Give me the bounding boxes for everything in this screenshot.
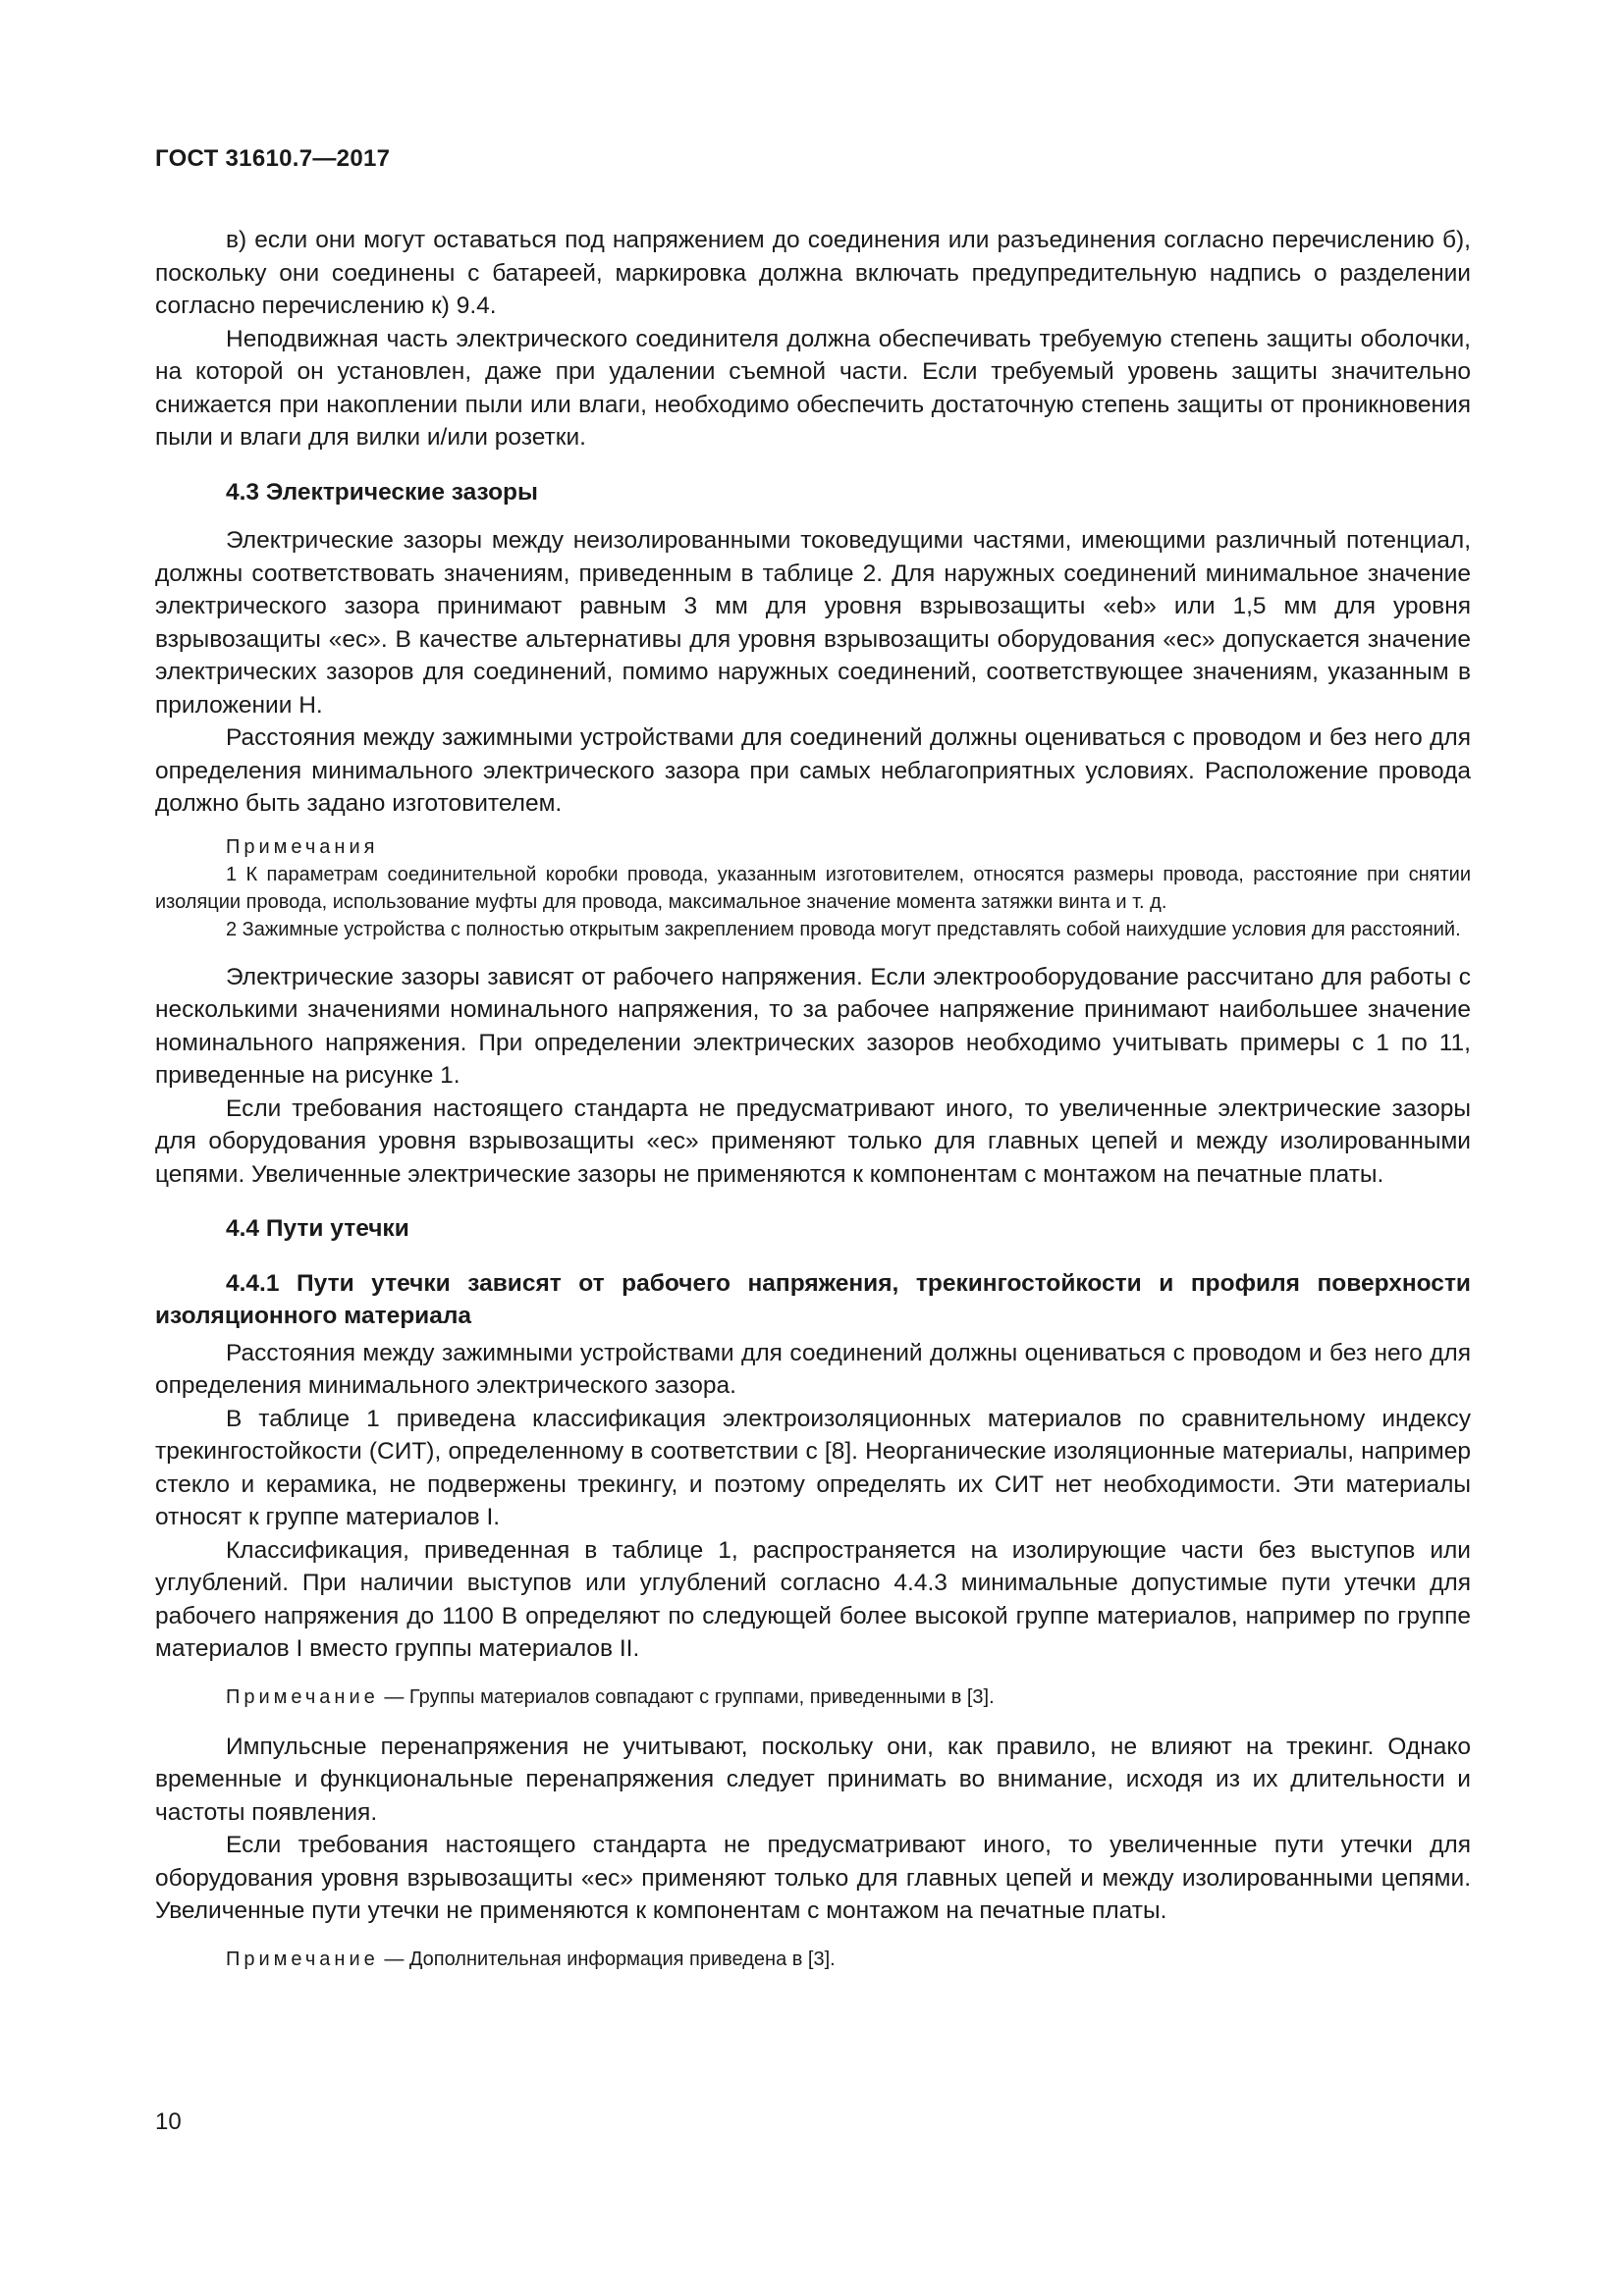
note-label: Примечание xyxy=(226,1685,379,1708)
section-4-4-1-heading: 4.4.1 Пути утечки зависят от рабочего напряжения, трекингостойкости и профиля поверхности изоляционного материала xyxy=(155,1269,1471,1329)
intro-paragraph-2: Неподвижная часть электрического соединителя должна обеспечивать требуемую степень защиты оболочки, на которой он установлен, даже при удалении съемной части. Если требуемый уровень защиты значительно снижается при накоплении пыли или влаги, необходимо обеспечить достаточную степень защиты от проникновения пыли и влаги для вилки и/или розетки. xyxy=(155,325,1471,451)
section-4-3-note-1: 1 К параметрам соединительной коробки провода, указанным изготовителем, относятся размеры провода, расстояние при снятии изоляции провода, использование муфты для провода, максимальное значение момента затяжки винта и т. д. xyxy=(155,863,1471,913)
section-4-4-paragraph-1: Расстояния между зажимными устройствами для соединений должны оцениваться с проводом и без него для определения минимального электрического зазора. xyxy=(155,1339,1471,1399)
section-4-4-heading: 4.4 Пути утечки xyxy=(226,1215,409,1242)
note-text: — Дополнительная информация приведена в [3]. xyxy=(378,1948,836,1970)
section-4-3-notes-title: Примечания xyxy=(226,835,379,858)
section-4-4-paragraph-5: Если требования настоящего стандарта не предусматривают иного, то увеличенные пути утечки для оборудования уровня взрывозащиты «ec» применяют только для главных цепей и между изолированными цепями. Увеличенные пути утечки не применяются к компонентам с монтажом на печатные платы. xyxy=(155,1832,1471,1924)
section-4-4-note-b xyxy=(155,1946,1471,1973)
section-4-4-paragraph-3: Классификация, приведенная в таблице 1, распространяется на изолирующие части без выступов или углублений. При наличии выступов или углублений согласно 4.4.3 минимальные допустимые пути утечки для рабочего напряжения до 1100 В определяют по следующей более высокой группе материалов, например по группе материалов I вместо группы материалов II. xyxy=(155,1536,1471,1662)
section-4-3-heading: 4.3 Электрические зазоры xyxy=(226,478,538,506)
section-4-3-note-2: 2 Зажимные устройства с полностью открытым закреплением провода могут представлять собой наихудшие условия для расстояний. xyxy=(226,918,1461,940)
page-number: 10 xyxy=(155,2109,182,2135)
document-page xyxy=(155,145,1471,1993)
section-4-3-paragraph-4: Если требования настоящего стандарта не предусматривают иного, то увеличенные электрические зазоры для оборудования уровня взрывозащиты «ec» применяют только для главных цепей и между изолированными цепями. Увеличенные электрические зазоры не применяются к компонентам с монтажом на печатные платы. xyxy=(155,1095,1471,1188)
section-4-4-note-a xyxy=(155,1683,1471,1711)
note-text: — Группы материалов совпадают с группами, приведенными в [3]. xyxy=(378,1685,995,1708)
section-4-3-paragraph-2: Расстояния между зажимными устройствами для соединений должны оцениваться с проводом и без него для определения минимального электрического зазора при самых неблагоприятных условиях. Расположение провода должно быть задано изготовителем. xyxy=(155,724,1471,817)
section-4-3-paragraph-3: Электрические зазоры зависят от рабочего напряжения. Если электрооборудование рассчитано для работы с несколькими значениями номинального напряжения, то за рабочее напряжение принимают наибольшее значение номинального напряжения. При определении электрических зазоров необходимо учитывать примеры с 1 по 11, приведенные на рисунке 1. xyxy=(155,963,1471,1089)
section-4-3-paragraph-1: Электрические зазоры между неизолированными токоведущими частями, имеющими различный потенциал, должны соответствовать значениям, приведенным в таблице 2. Для наружных соединений минимальное значение электрического зазора принимают равным 3 мм для уровня взрывозащиты «eb» или 1,5 мм для уровня взрывозащиты «ec». В качестве альтернативы для уровня взрывозащиты оборудования «ec» допускается значение электрических зазоров для соединений, помимо наружных соединений, соответствующее значениям, указанным в приложении Н. xyxy=(155,527,1471,719)
section-4-4-paragraph-2: В таблице 1 приведена классификация электроизоляционных материалов по сравнительному индексу трекингостойкости (СИТ), определенному в соответствии с [8]. Неорганические изоляционные материалы, например стекло и керамика, не подвержены трекингу, и поэтому определять их СИТ нет необходимости. Эти материалы относят к группе материалов I. xyxy=(155,1405,1471,1530)
intro-paragraph-1: в) если они могут оставаться под напряжением до соединения или разъединения согласно перечислению б), поскольку они соединены с батареей, маркировка должна включать предупредительную надпись о разделении согласно перечислению к) 9.4. xyxy=(155,227,1471,319)
note-label: Примечание xyxy=(226,1948,379,1970)
section-4-4-paragraph-4: Импульсные перенапряжения не учитывают, поскольку они, как правило, не влияют на трекинг. Однако временные и функциональные перенапряжения следует принимать во внимание, исходя из их длительности и частоты появления. xyxy=(155,1733,1471,1826)
document-code-header: ГОСТ 31610.7—2017 xyxy=(155,145,391,172)
